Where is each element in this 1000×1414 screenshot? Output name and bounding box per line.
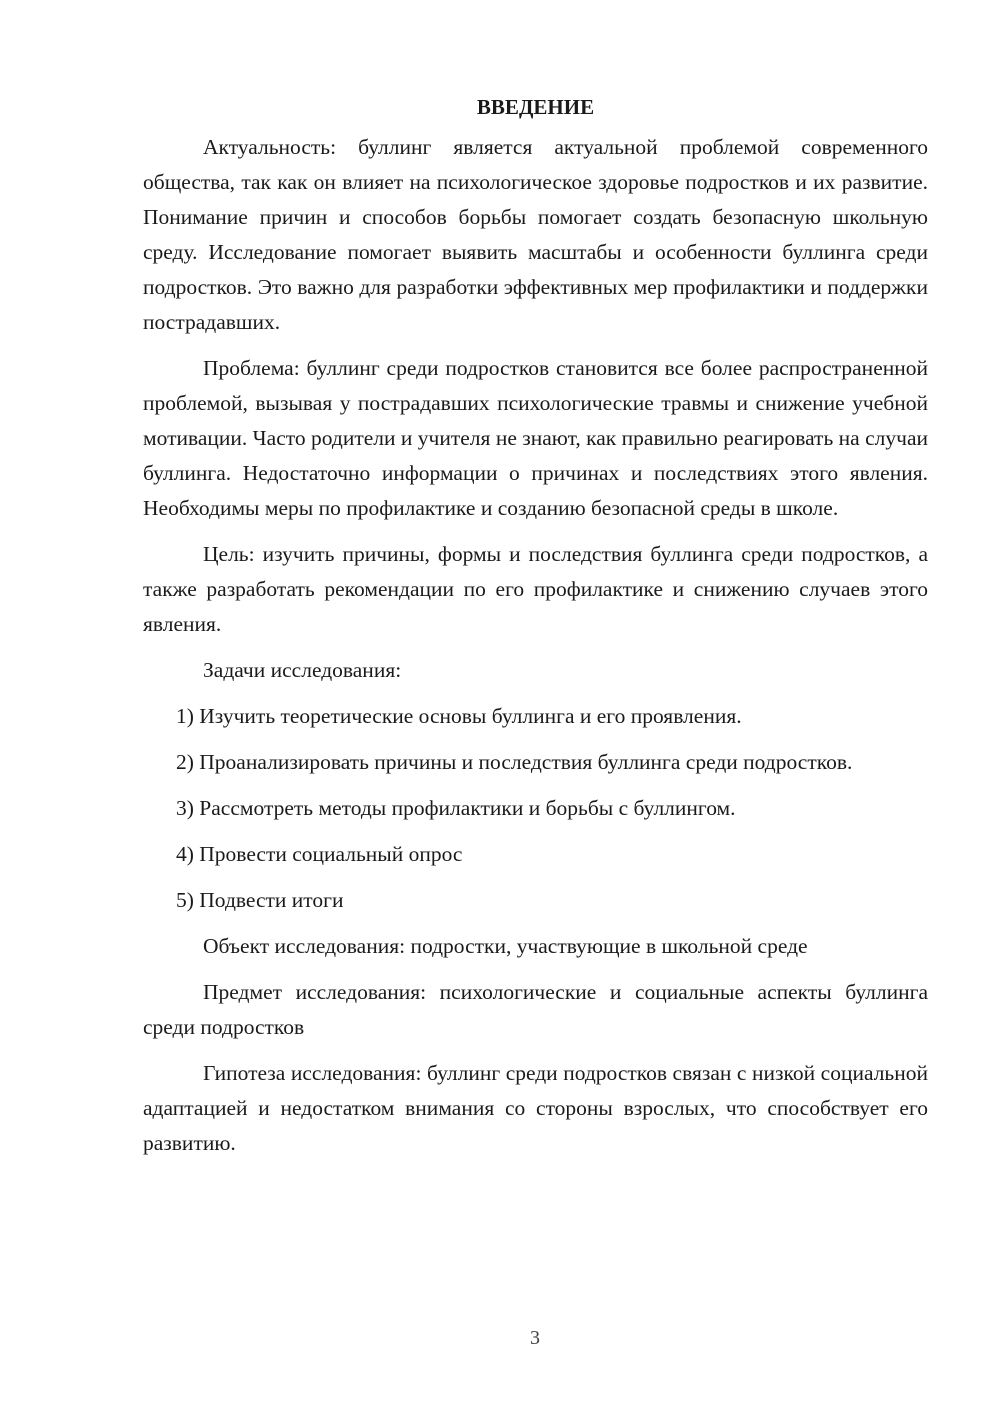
task-item: 4) Провести социальный опрос [176, 842, 463, 866]
task-item: 2) Проанализировать причины и последствия буллинга среди подростков. [176, 750, 853, 774]
goal-paragraph: Цель: изучить причины, формы и последствия буллинга среди подростков, а также разработать рекомендации по его профилактике и снижению случаев этого явления. [143, 542, 928, 636]
relevance-paragraph: Актуальность: буллинг является актуальной проблемой современного общества, так как он влияет на психологическое здоровье подростков и их развитие. Понимание причин и способов борьбы помогает создать безопасную школьную среду. Исследование помогает выявить масштабы и особенности буллинга среди подростков. Это важно для разработки эффективных мер профилактики и поддержки пострадавших. [143, 135, 928, 334]
object-paragraph: Объект исследования: подростки, участвующие в школьной среде [203, 934, 808, 958]
task-item: 5) Подвести итоги [176, 888, 344, 912]
section-title: ВВЕДЕНИЕ [476, 95, 595, 119]
task-item: 1) Изучить теоретические основы буллинга и его проявления. [176, 704, 742, 728]
task-item: 3) Рассмотреть методы профилактики и борьбы с буллингом. [176, 796, 736, 820]
document-page [143, 90, 928, 1172]
hypothesis-paragraph: Гипотеза исследования: буллинг среди подростков связан с низкой социальной адаптацией и недостатком внимания со стороны взрослых, что способствует его развитию. [143, 1061, 928, 1155]
tasks-heading: Задачи исследования: [203, 658, 402, 682]
page-number: 3 [530, 1327, 540, 1349]
subject-paragraph: Предмет исследования: психологические и социальные аспекты буллинга среди подростков [143, 980, 928, 1039]
problem-paragraph: Проблема: буллинг среди подростков становится все более распространенной проблемой, вызывая у пострадавших психологические травмы и снижение учебной мотивации. Часто родители и учителя не знают, как правильно реагировать на случаи буллинга. Недостаточно информации о причинах и последствиях этого явления. Необходимы меры по профилактике и созданию безопасной среды в школе. [143, 356, 928, 520]
